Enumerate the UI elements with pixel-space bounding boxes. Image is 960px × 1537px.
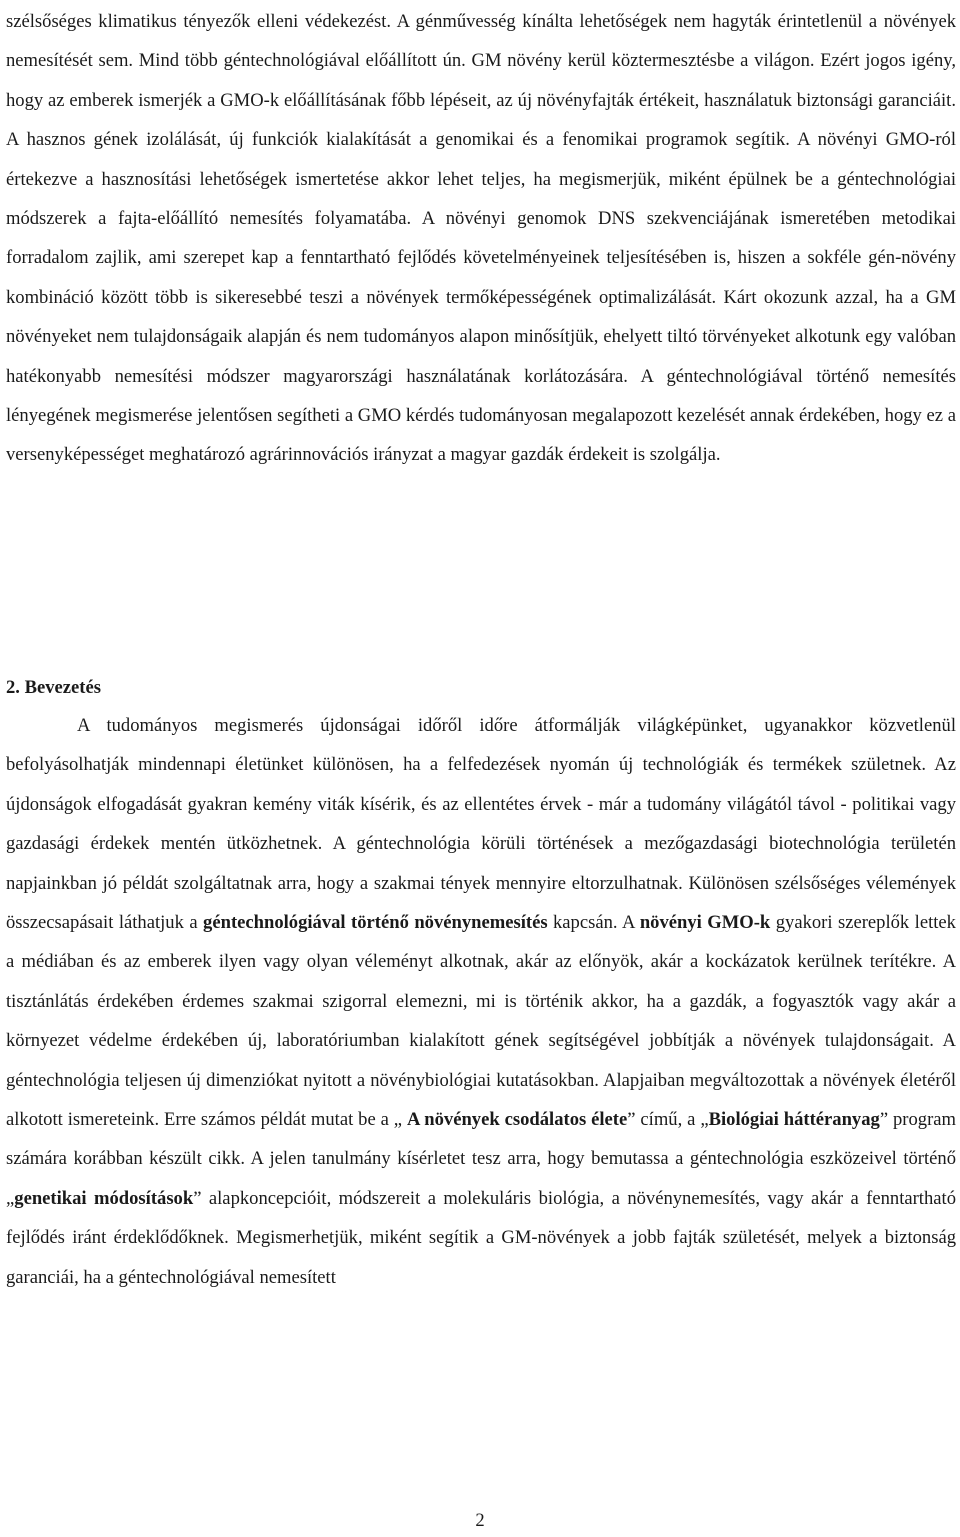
document-page [6, 0, 956, 1288]
page-number: 2 [475, 1510, 485, 1531]
paragraph-segment: ” program számára korábban készült cikk. A jelen tanulmány kísérletet tesz arra, hogy bemutassa a géntechnológia eszközeivel történő „ [6, 1109, 956, 1209]
body-paragraph-continued: szélsőséges klimatikus tényezők elleni védekezést. A génművesség kínálta lehetőségek nem hagyták érintetlenül a növények nemesítését sem. Mind több géntechnológiával előállított ún. GM növény kerül köztermesztésbe a világon. Ezért jogos igény, hogy az emberek ismerjék a GMO-k előállításának főbb lépéseit, az új növényfajták értékeit, használatuk biztonsági garanciáit. A hasznos gének izolálását, új funkciók kialakítását a genomikai és a fenomikai programok segítik. A növényi GMO-ról értekezve a hasznosítási lehetőségek ismertetése akkor lehet teljes, ha megismerjük, miként épülnek be a géntechnológiai módszerek a fajta-előállító nemesítés folyamatába. A növényi genomok DNS szekvenciájának ismeretében metodikai forradalom zajlik, ami szerepet kap a fenntartható fejlődés követelményeinek teljesítésében is, hiszen a sokféle gén-növény kombináció között több is sikeresebbé teszi a növények termőképességének optimalizálását. Kárt okozunk azzal, ha a GM növényeket nem tulajdonságaik alapján és nem tudományos alapon minősítjük, ehelyett tiltó törvényeket alkotunk egy valóban hatékonyabb nemesítési módszer magyarországi használatának korlátozására. A géntechnológiával történő nemesítés lényegének megismerése jelentősen segítheti a GMO kérdés tudományosan megalapozott kezelését annak érdekében, hogy ez a versenyképességet meghatározó agrárinnovációs irányzat a magyar gazdák érdekeit is szolgálja. [6, 11, 956, 466]
bold-term: A növények csodálatos élete [406, 1109, 628, 1131]
paragraph-segment: ” alapkoncepcióit, módszereit a molekuláris biológia, a növénynemesítés, vagy akár a fenntartható fejlődés iránt érdeklődőknek. Megismerhetjük, miként segítik a GM-növények a jobb fajták születését, melyek a biztonság garanciái, ha a géntechnológiával nemesített [6, 1187, 956, 1288]
paragraph-segment: ” című, a „ [627, 1109, 709, 1131]
section-heading: 2. Bevezetés [6, 677, 101, 698]
paragraph-segment: kapcsán. A [547, 912, 640, 934]
bold-term: géntechnológiával történő növénynemesítés [203, 912, 548, 934]
bold-term: Biológiai háttéranyag [708, 1109, 880, 1131]
paragraph-segment: gyakori szereplők lettek a médiában és az emberek ilyen vagy olyan véleményt alkotnak, akár az előnyök, akár a kockázatok kerülnek terítékre. A tisztánlátás érdekében érdemes szakmai szigorral elemezni, mi is történik akkor, ha a gazdák, a fogyasztók vagy akár a környezet védelme érdekében új, laboratóriumban kialakított gének segítségével jobbítják a növények tulajdonságait. A géntechnológia teljesen új dimenziókat nyitott a növénybiológiai kutatásokban. Alapjaiban megváltozottak a növények életéről alkotott ismereteink. Erre számos példát mutat be a „ [6, 912, 956, 1131]
bold-term: növényi GMO-k [639, 912, 771, 934]
paragraph-segment: A tudományos megismerés újdonságai időről időre átformálják világképünket, ugyanakkor közvetlenül befolyásolhatják mindennapi életünket különösen, ha a felfedezések nyomán új technológiák és termékek születnek. Az újdonságok elfogadását gyakran kemény viták kísérik, és az ellentétes érvek - már a tudomány világától távol - politikai vagy gazdasági érdekek mentén ütközhetnek. A géntechnológia körüli történések a mezőgazdasági biotechnológia területén napjainkban jó példát szolgáltatnak arra, hogy a szakmai tények mennyire eltorzulhatnak. Különösen szélsőséges vélemények összecsapásait láthatjuk a [6, 715, 956, 934]
bold-term: genetikai módosítások [14, 1187, 194, 1209]
introduction-paragraph [6, 706, 956, 1297]
